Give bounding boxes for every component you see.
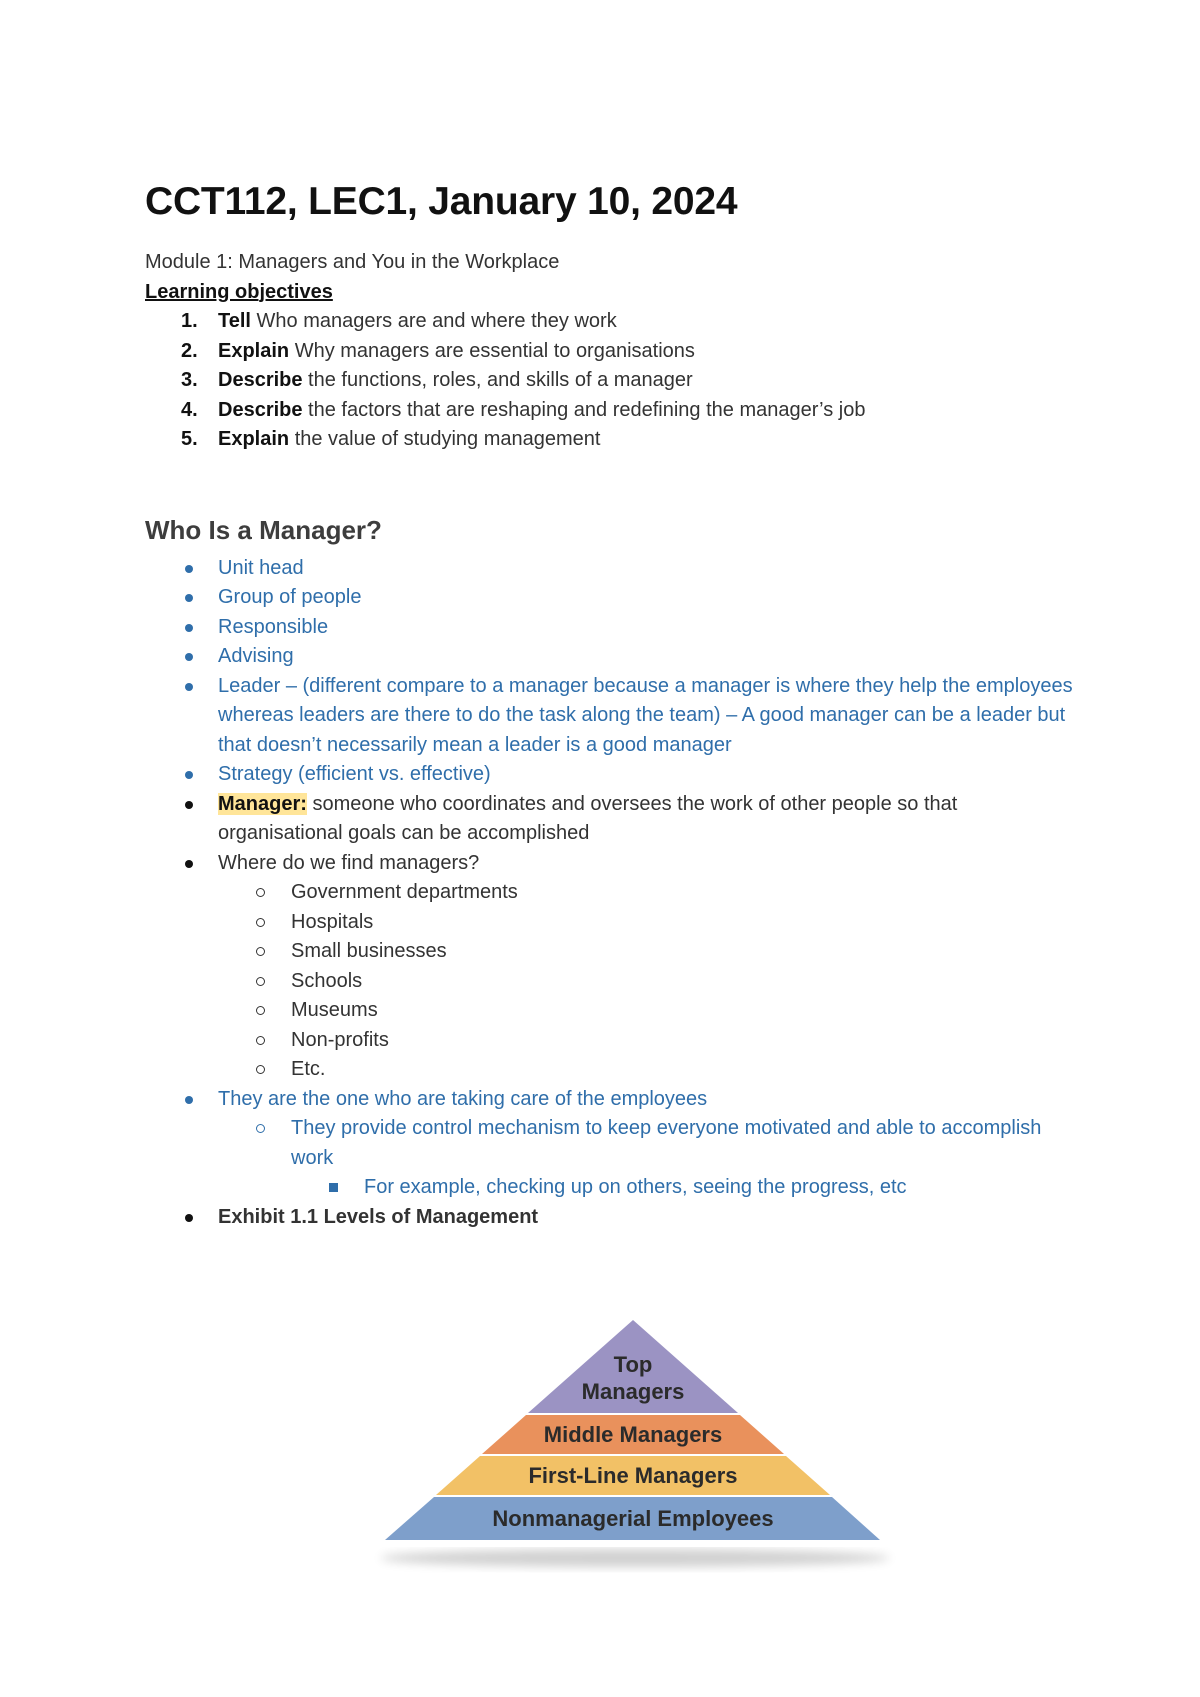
document-title: CCT112, LEC1, January 10, 2024 bbox=[145, 180, 738, 223]
bullet-icon bbox=[185, 1214, 193, 1222]
levels-of-management-pyramid bbox=[365, 1320, 905, 1580]
circle-bullet-icon bbox=[256, 918, 265, 927]
bullet-icon bbox=[185, 1096, 193, 1104]
circle-bullet-icon bbox=[256, 977, 265, 986]
list-item: 4. Describe the factors that are reshaping and redefining the manager’s job bbox=[181, 398, 866, 421]
circle-bullet-icon bbox=[256, 1124, 265, 1133]
list-item: For example, checking up on others, seeing the progress, etc bbox=[291, 1173, 1085, 1203]
care-sublist bbox=[218, 1114, 1085, 1203]
list-item: Government departments bbox=[218, 878, 1085, 908]
bullet-icon bbox=[185, 801, 193, 809]
list-item: Advising bbox=[145, 642, 1085, 672]
bullet-icon bbox=[185, 594, 193, 602]
manager-definition: Manager: someone who coordinates and oversees the work of other people so that organisational goals can be accomplished bbox=[145, 790, 1085, 849]
middle-managers-label: Middle Managers bbox=[543, 1422, 723, 1447]
section-heading: Who Is a Manager? bbox=[145, 514, 382, 545]
bullet-icon bbox=[185, 771, 193, 779]
list-item: Responsible bbox=[145, 613, 1085, 643]
pyramid-shadow bbox=[380, 1549, 890, 1567]
manager-bullet-list bbox=[145, 554, 1085, 1233]
list-item: Schools bbox=[218, 967, 1085, 997]
list-item: Hospitals bbox=[218, 908, 1085, 938]
list-item: Small businesses bbox=[218, 937, 1085, 967]
list-item: Museums bbox=[218, 996, 1085, 1026]
list-item: Strategy (efficient vs. effective) bbox=[145, 760, 1085, 790]
bullet-icon bbox=[185, 565, 193, 573]
first-line-managers-label: First-Line Managers bbox=[528, 1463, 738, 1488]
learning-objectives-heading: Learning objectives bbox=[145, 280, 333, 303]
list-item: Unit head bbox=[145, 554, 1085, 584]
bullet-icon bbox=[185, 860, 193, 868]
list-item: Where do we find managers? Government departments Hospitals Small businesses Schools Museums Non-profits Etc. bbox=[145, 849, 1085, 1085]
circle-bullet-icon bbox=[256, 1036, 265, 1045]
bullet-icon bbox=[185, 624, 193, 632]
bullet-icon bbox=[185, 683, 193, 691]
circle-bullet-icon bbox=[256, 1065, 265, 1074]
example-sublist bbox=[291, 1173, 1085, 1203]
list-item: Etc. bbox=[218, 1055, 1085, 1085]
document-page bbox=[145, 180, 1085, 1232]
list-item: 1. Tell Who managers are and where they work bbox=[181, 310, 617, 332]
top-managers-label-line1: Top bbox=[613, 1352, 653, 1377]
list-item: 2. Explain Why managers are essential to organisations bbox=[181, 339, 695, 362]
top-managers-label-line2: Managers bbox=[581, 1379, 685, 1404]
learning-objectives-list bbox=[145, 307, 1085, 455]
circle-bullet-icon bbox=[256, 1006, 265, 1015]
list-item: They are the one who are taking care of the employees They provide control mechanism to keep everyone motivated and able to accomplish work For example, checking up on others, seeing the progress, etc bbox=[145, 1085, 1085, 1203]
circle-bullet-icon bbox=[256, 947, 265, 956]
list-item: 5. Explain the value of studying management bbox=[181, 428, 601, 450]
list-item: Group of people bbox=[145, 583, 1085, 613]
highlighted-term: Manager: bbox=[218, 792, 307, 815]
exhibit-caption: Exhibit 1.1 Levels of Management bbox=[145, 1203, 1085, 1233]
list-item: Leader – (different compare to a manager because a manager is where they help the employees whereas leaders are there to do the task along the team) – A good manager can be a leader but that doesn’t necessarily mean a leader is a good manager bbox=[145, 672, 1085, 761]
module-subtitle: Module 1: Managers and You in the Workplace bbox=[145, 251, 560, 273]
bullet-icon bbox=[185, 653, 193, 661]
circle-bullet-icon bbox=[256, 888, 265, 897]
list-item: They provide control mechanism to keep everyone motivated and able to accomplish work For example, checking up on others, seeing the progress, etc bbox=[218, 1114, 1085, 1203]
list-item: 3. Describe the functions, roles, and skills of a manager bbox=[181, 369, 693, 391]
list-item: Non-profits bbox=[218, 1026, 1085, 1056]
square-bullet-icon bbox=[329, 1183, 338, 1192]
where-list bbox=[218, 878, 1085, 1085]
nonmanagerial-employees-label: Nonmanagerial Employees bbox=[492, 1506, 774, 1531]
